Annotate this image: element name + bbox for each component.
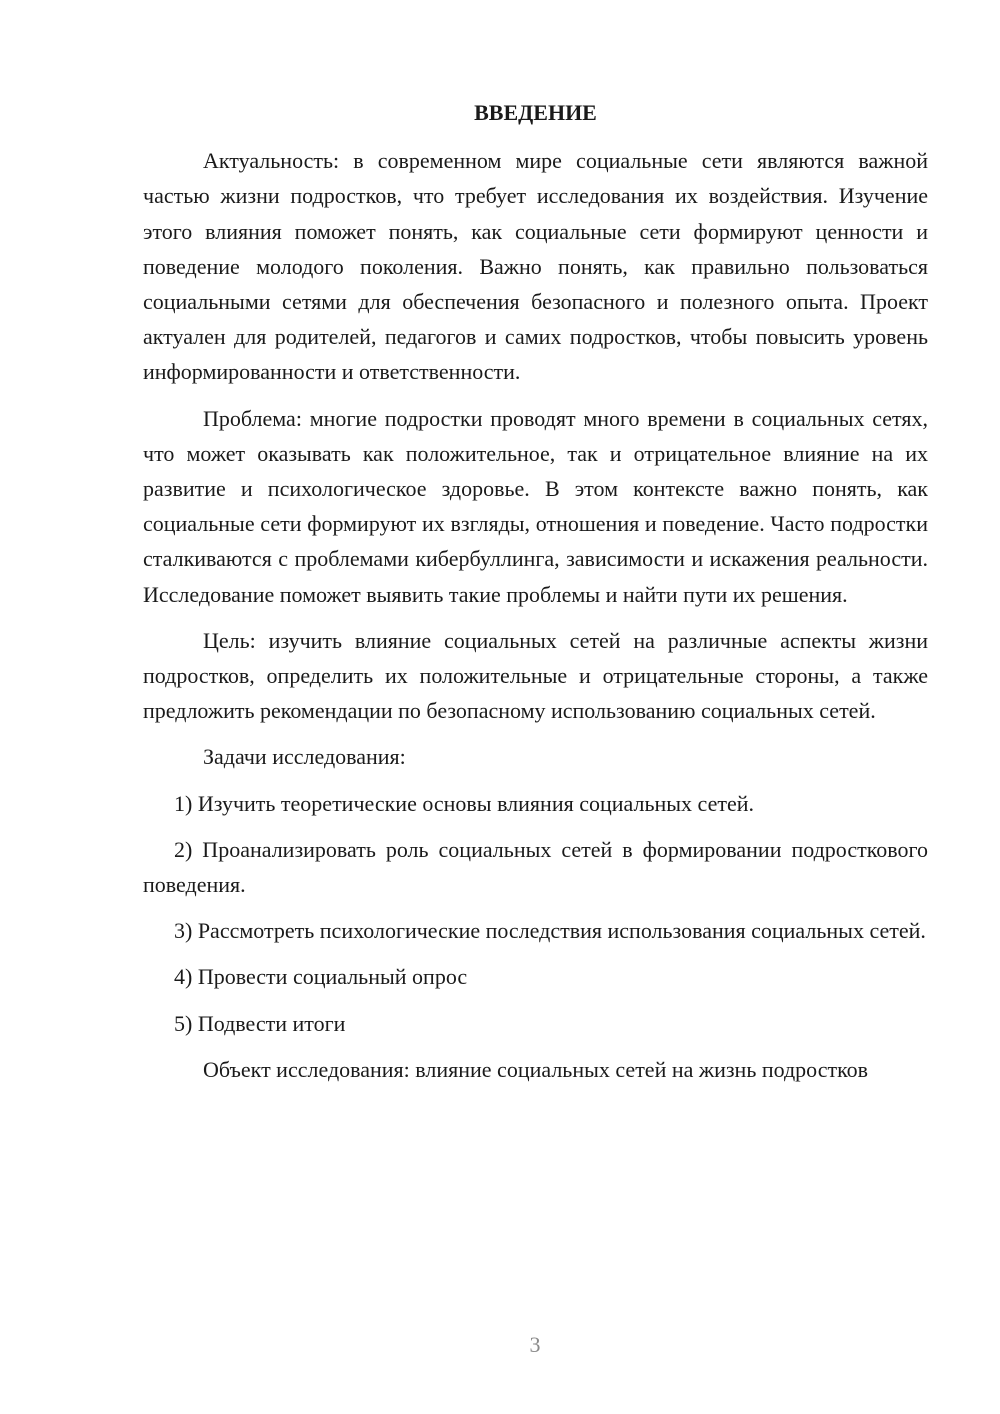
paragraph-tasks-title: Задачи исследования: — [203, 744, 406, 770]
paragraph-relevance: Актуальность: в современном мире социальные сети являются важной частью жизни подростков, что требует исследования их воздействия. Изучение этого влияния поможет понять, как социальные сети формируют ценности и поведение молодого поколения. Важно понять, как правильно пользоваться социальными сетями для обеспечения безопасного и полезного опыта. Проект актуален для родителей, педагогов и самих подростков, чтобы повысить уровень информированности и ответственности. — [143, 148, 928, 385]
task-item: 5) Подвести итоги — [174, 1010, 346, 1036]
section-heading: ВВЕДЕНИЕ — [474, 100, 597, 125]
paragraph-problem: Проблема: многие подростки проводят много времени в социальных сетях, что может оказывать как положительное, так и отрицательное влияние на их развитие и психологическое здоровье. В этом контексте важно понять, как социальные сети формируют их взгляды, отношения и поведение. Часто подростки сталкиваются с проблемами кибербуллинга, зависимости и искажения реальности. Исследование поможет выявить такие проблемы и найти пути их решения. — [143, 405, 928, 607]
paragraph-goal: Цель: изучить влияние социальных сетей на различные аспекты жизни подростков, определить их положительные и отрицательные стороны, а также предложить рекомендации по безопасному использованию социальных сетей. — [143, 627, 928, 724]
page-number: 3 — [529, 1332, 541, 1357]
task-item: 4) Провести социальный опрос — [174, 964, 468, 990]
task-item: 1) Изучить теоретические основы влияния социальных сетей. — [174, 790, 755, 816]
paragraph-research-object: Объект исследования: влияние социальных сетей на жизнь подростков — [203, 1056, 869, 1082]
task-item: 2) Проанализировать роль социальных сетей в формировании подросткового поведения. — [143, 836, 928, 898]
page-body — [143, 95, 928, 1087]
task-item: 3) Рассмотреть психологические последствия использования социальных сетей. — [174, 918, 926, 944]
